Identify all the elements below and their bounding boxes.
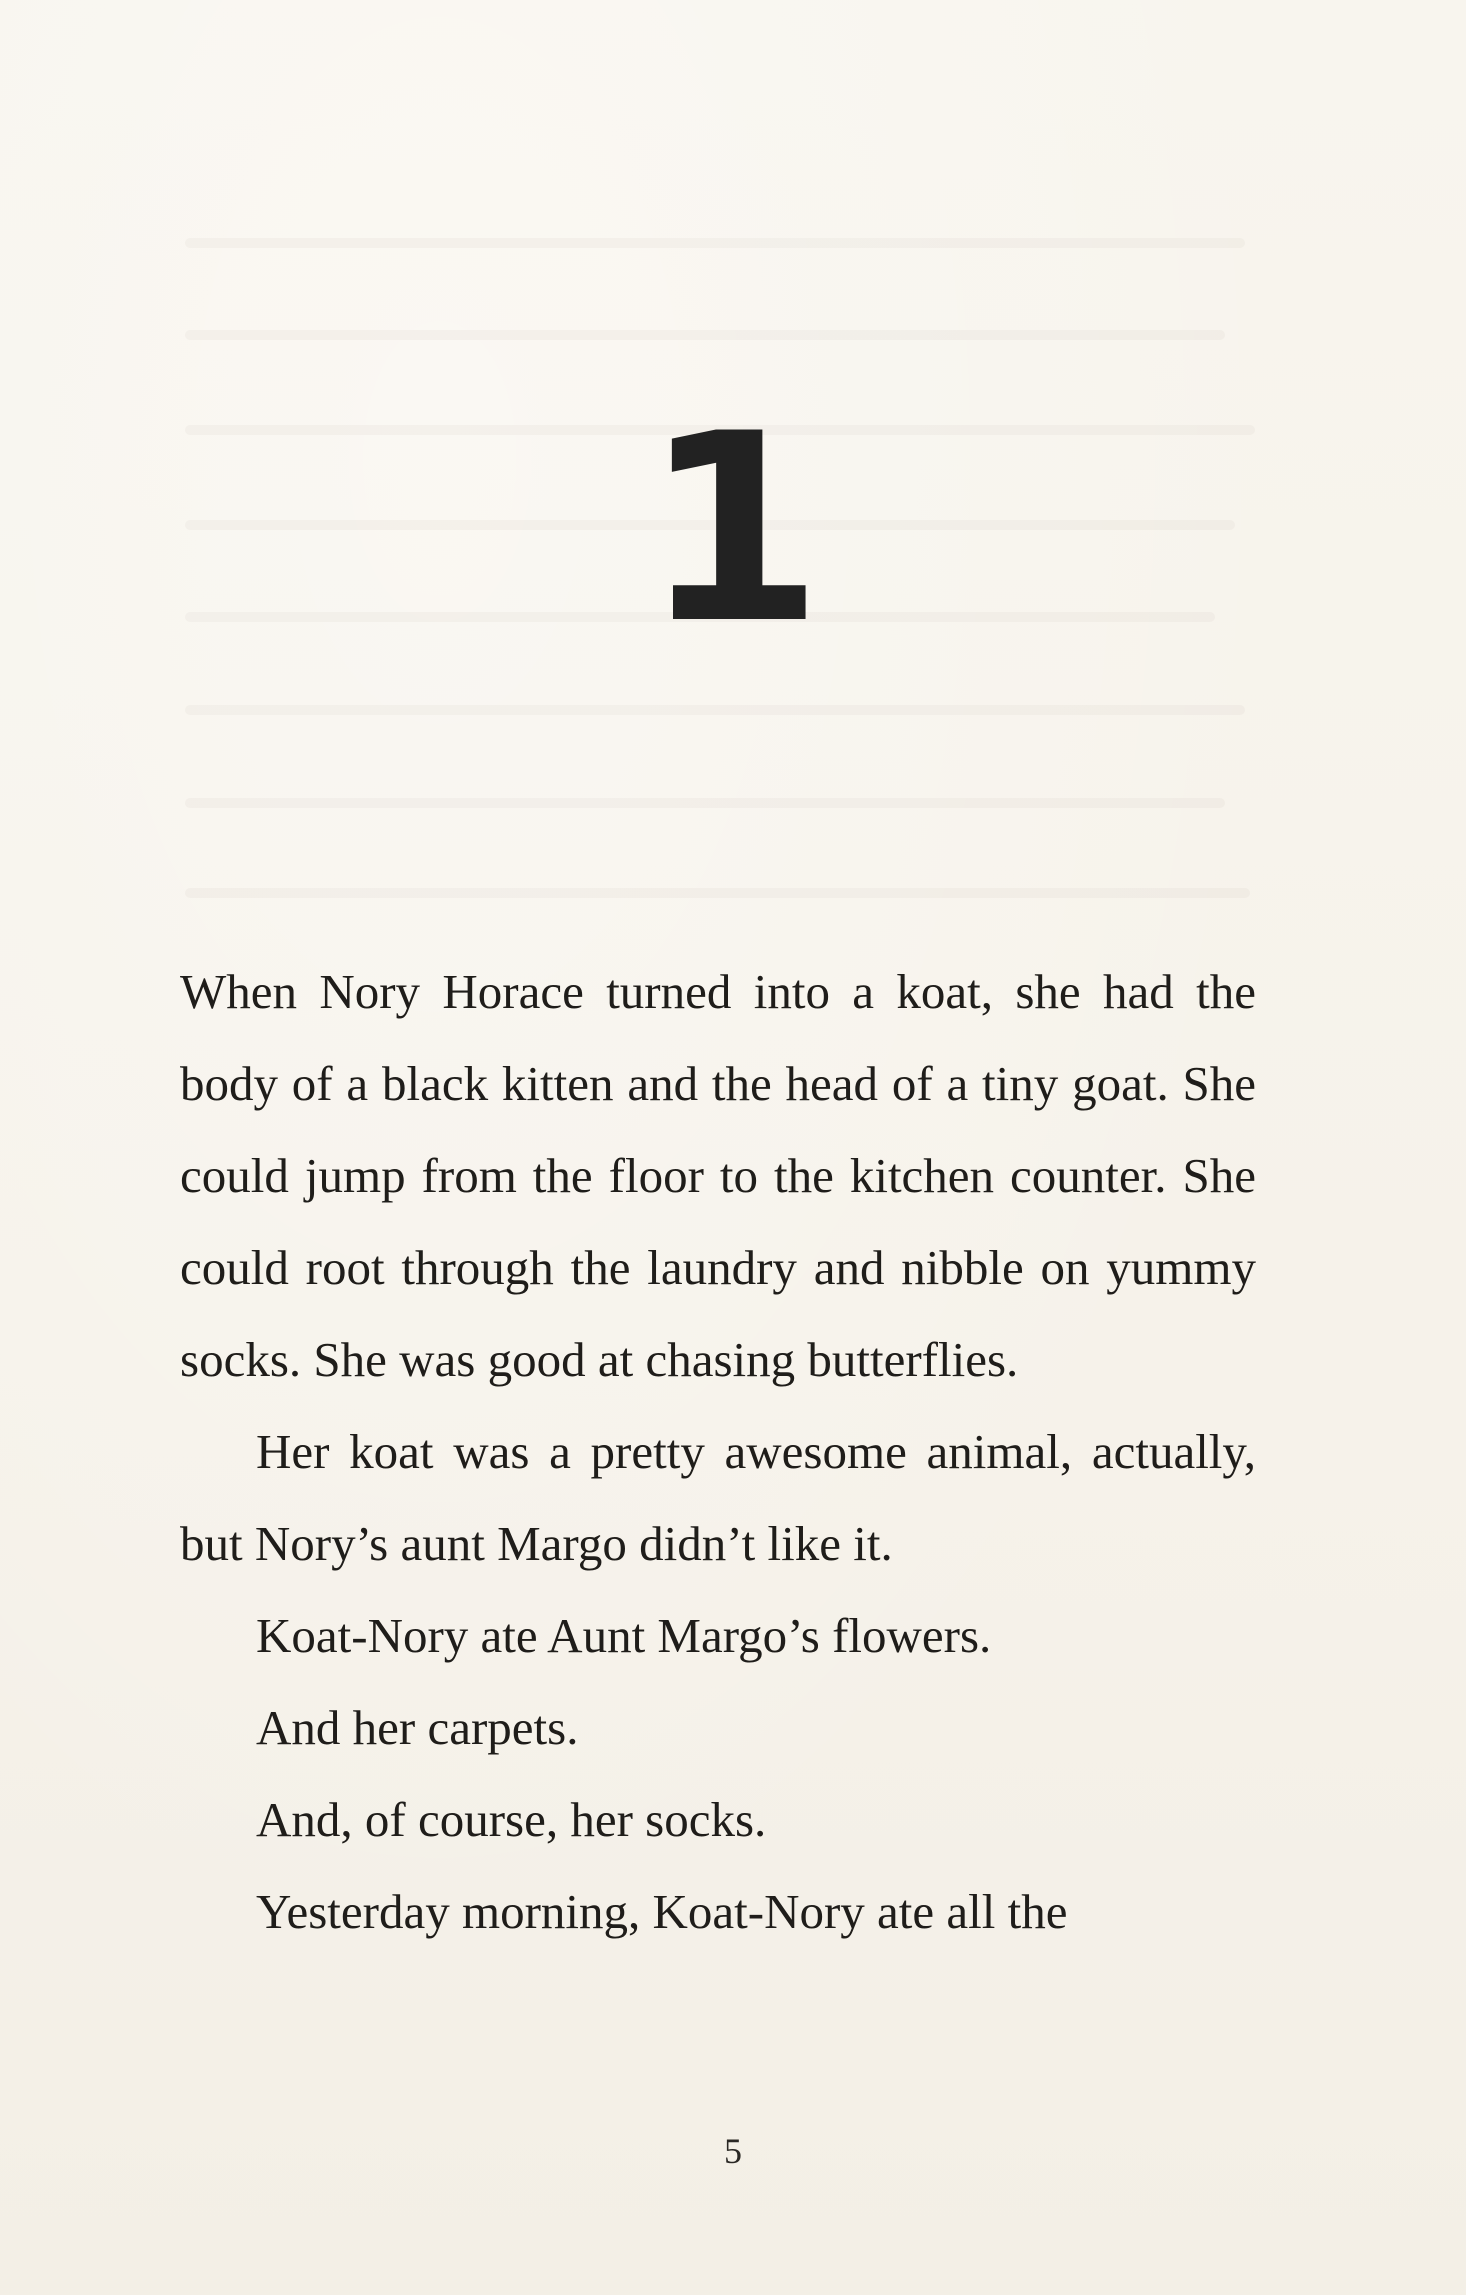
paragraph: Her koat was a pretty awesome animal, actually, but Nory’s aunt Margo didn’t like it. — [180, 1424, 1256, 1571]
bleed-through-line — [185, 798, 1225, 808]
paragraph: When Nory Horace turned into a koat, she had the body of a black kitten and the head of a tiny goat. She could jump from the floor to the kitchen counter. She could root through the laundry and nibble on yummy socks. She was good at chasing butterflies. — [180, 964, 1256, 1387]
page-number: 5 — [724, 2131, 742, 2171]
paragraph: And her carpets. — [256, 1700, 579, 1755]
bleed-through-line — [185, 888, 1250, 898]
bleed-through-line — [185, 330, 1225, 340]
paragraph: And, of course, her socks. — [256, 1792, 767, 1847]
paragraph: Koat-Nory ate Aunt Margo’s flowers. — [256, 1608, 992, 1663]
bleed-through-line — [185, 705, 1245, 715]
chapter-body — [180, 946, 1256, 1958]
bleed-through-line — [185, 238, 1245, 248]
paragraph: Yesterday morning, Koat-Nory ate all the — [256, 1884, 1068, 1939]
chapter-number: 1 — [642, 379, 824, 681]
